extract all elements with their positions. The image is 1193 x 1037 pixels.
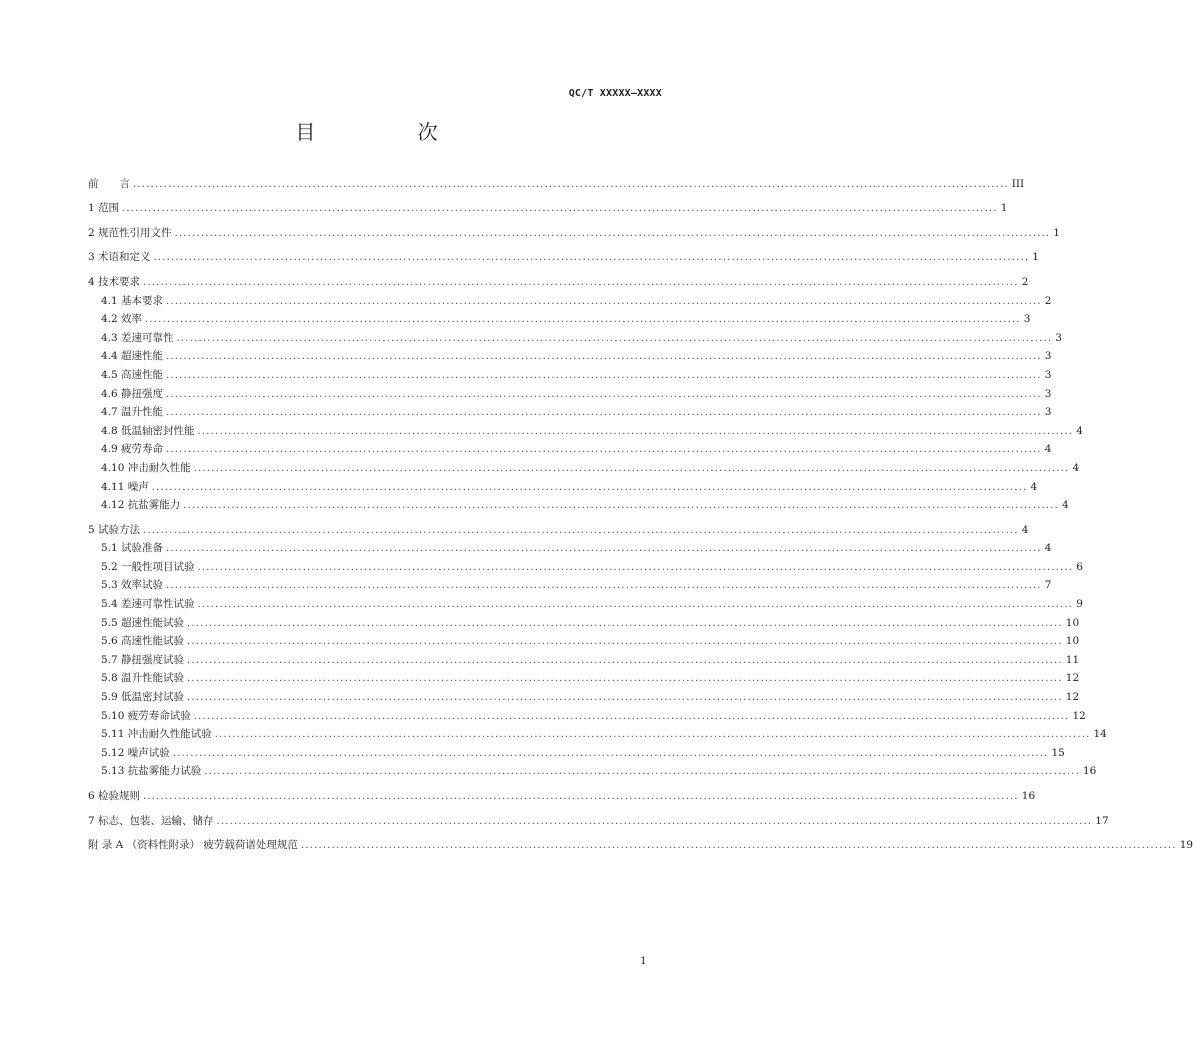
dot-leader: ........................................................................................................................................................................................................ [197,561,1074,573]
dot-leader: ........................................................................................................................................................................................................ [214,729,1091,741]
toc-entry[interactable] [88,382,1052,401]
toc-entry-label: 5.13 抗盐雾能力试验 [101,765,202,778]
toc-entry-page: 3 [1023,313,1031,326]
dot-leader: ........................................................................................................................................................................................................ [187,692,1063,704]
dot-leader: ........................................................................................................................................................................................................ [143,276,1019,288]
toc-entry-page: 1 [1053,226,1060,239]
toc-entry[interactable] [88,221,1060,240]
toc-entry-page: 4 [1061,499,1069,512]
dot-leader: ........................................................................................................................................................................................................ [166,295,1042,307]
toc-entry[interactable] [88,494,1069,513]
dot-leader: ........................................................................................................................................................................................................ [172,747,1049,759]
dot-leader: ........................................................................................................................................................................................................ [187,673,1063,685]
dot-leader: ........................................................................................................................................................................................................ [166,543,1042,555]
toc-entry-page: 16 [1082,765,1097,778]
toc-entry-label: 5.1 试验准备 [101,542,164,555]
dot-leader: ........................................................................................................................................................................................................ [193,710,1070,722]
toc-entry-page: 12 [1072,709,1086,722]
toc-entry-label: 5.10 疲劳寿命试验 [101,709,191,722]
toc-entry[interactable] [88,401,1052,420]
toc-entry-label: 4.5 高速性能 [101,368,164,381]
toc-entry-page: 9 [1076,598,1083,611]
toc-entry-label: 5.12 噪声试验 [101,746,170,759]
toc-entry-label: 5.6 高速性能试验 [101,635,185,648]
toc-entry-label: 5.9 低温密封试验 [101,691,185,704]
toc-entry[interactable] [88,630,1080,649]
toc-entry-page: 3 [1044,406,1052,419]
toc-entry[interactable] [88,685,1080,704]
toc-entry-label: 5.2 一般性项目试验 [101,560,195,573]
toc-entry-page: 3 [1044,368,1052,381]
toc-entry-label: 3 术语和定义 [88,251,151,264]
dot-leader: ........................................................................................................................................................................................................ [216,815,1093,827]
toc-entry-label: 1 范围 [88,202,120,215]
toc-entry-page: 1 [1000,202,1008,215]
dot-leader: ........................................................................................................................................................................................................ [176,332,1053,344]
toc-entry-label: 附 录 A （资料性附录） 疲劳载荷谱处理规范 [88,839,298,852]
toc-entry[interactable] [88,611,1080,630]
page-title: 目 次 [295,120,486,144]
toc-entry-page: 4 [1072,461,1080,474]
toc-entry-label: 5.3 效率试验 [101,579,164,592]
toc-entry-label: 前 言 [88,177,130,190]
toc-entry-label: 4.10 冲击耐久性能 [101,461,191,474]
table-of-contents [88,172,1193,852]
dot-leader: ........................................................................................................................................................................................................ [153,252,1030,264]
toc-entry-page: 3 [1044,387,1052,400]
dot-leader: ........................................................................................................................................................................................................ [166,351,1042,363]
toc-entry-label: 4.9 疲劳寿命 [101,443,164,456]
toc-entry-label: 6 检验规则 [88,790,141,802]
toc-entry-label: 4.4 超速性能 [101,350,164,363]
dot-leader: ........................................................................................................................................................................................................ [166,388,1042,400]
toc-entry[interactable] [88,419,1083,438]
toc-entry-page: 1 [1032,251,1039,264]
toc-entry-page: 6 [1076,560,1083,573]
dot-leader: ........................................................................................................................................................................................................ [133,178,1009,190]
toc-entry[interactable] [88,308,1031,327]
toc-entry-page: 10 [1065,616,1080,629]
dot-leader: ........................................................................................................................................................................................................ [300,840,1177,852]
toc-entry[interactable] [88,834,1193,853]
toc-entry-page: 16 [1021,790,1036,802]
dot-leader: ........................................................................................................................................................................................................ [193,462,1070,474]
toc-entry-label: 5.7 静扭强度试验 [101,653,185,666]
dot-leader: ........................................................................................................................................................................................................ [187,654,1063,666]
toc-entry-label: 7 标志、包装、运输、储存 [88,814,214,827]
toc-entry[interactable] [88,648,1080,667]
toc-entry[interactable] [88,704,1086,723]
toc-entry-label: 4.3 差速可靠性 [101,331,174,344]
toc-entry-page: 10 [1065,635,1080,648]
toc-entry[interactable] [88,809,1109,828]
dot-leader: ........................................................................................................................................................................................................ [187,636,1063,648]
toc-entry-label: 4.6 静扭强度 [101,387,164,400]
toc-entry-page: 4 [1030,480,1038,493]
toc-entry-page: 2 [1044,294,1052,307]
dot-leader: ........................................................................................................................................................................................................ [197,425,1074,437]
toc-entry-label: 5.8 温升性能试验 [101,672,185,685]
toc-entry[interactable] [88,667,1080,686]
toc-entry[interactable] [88,172,1025,191]
dot-leader: ........................................................................................................................................................................................................ [183,500,1059,512]
toc-entry-label: 5.5 超速性能试验 [101,616,185,629]
toc-entry-page: 4 [1044,542,1052,555]
toc-entry-page: 15 [1051,746,1065,759]
dot-leader: ........................................................................................................................................................................................................ [204,766,1080,778]
dot-leader: ........................................................................................................................................................................................................ [166,580,1042,592]
toc-entry[interactable] [88,518,1029,537]
standard-code: QC/T XXXXX—XXXX [568,88,662,99]
dot-leader: ........................................................................................................................................................................................................ [166,369,1042,381]
toc-entry[interactable] [88,246,1039,265]
toc-entry[interactable] [88,760,1097,779]
toc-entry-page: 2 [1021,275,1029,288]
toc-entry-label: 4.11 噪声 [101,480,149,493]
toc-entry-label: 5.11 冲击耐久性能试验 [101,728,212,741]
toc-entry[interactable] [88,574,1052,593]
toc-entry[interactable] [88,475,1038,494]
toc-entry[interactable] [88,723,1107,742]
toc-entry-page: 4 [1044,443,1052,456]
dot-leader: ........................................................................................................................................................................................................ [174,227,1051,239]
toc-entry[interactable] [88,741,1065,760]
toc-entry-page: III [1011,177,1025,190]
toc-entry-page: 19 [1179,839,1193,852]
dot-leader: ........................................................................................................................................................................................................ [145,314,1021,326]
toc-entry[interactable] [88,289,1052,308]
toc-entry[interactable] [88,555,1083,574]
toc-entry-label: 4.1 基本要求 [101,294,164,307]
toc-entry-page: 3 [1044,350,1052,363]
toc-entry-page: 11 [1065,653,1080,666]
toc-entry-page: 12 [1065,672,1080,685]
toc-entry[interactable] [88,456,1080,475]
toc-entry[interactable] [88,537,1052,556]
dot-leader: ........................................................................................................................................................................................................ [151,481,1028,493]
toc-entry-page: 14 [1093,728,1107,741]
toc-entry[interactable] [88,438,1052,457]
toc-entry-label: 4.12 抗盐雾能力 [101,499,181,512]
toc-entry-label: 2 规范性引用文件 [88,226,172,239]
toc-entry-page: 17 [1095,814,1109,827]
toc-entry-page: 4 [1076,424,1083,437]
toc-entry-label: 4.2 效率 [101,313,143,326]
toc-entry[interactable] [88,326,1062,345]
toc-entry[interactable] [88,784,1036,803]
toc-entry-page: 4 [1021,523,1029,536]
dot-leader: ........................................................................................................................................................................................................ [143,791,1019,802]
toc-entry[interactable] [88,592,1083,611]
toc-entry-label: 4.7 温升性能 [101,406,164,419]
toc-entry-page: 3 [1055,331,1062,344]
toc-entry-label: 4 技术要求 [88,275,141,288]
toc-entry-page: 7 [1044,579,1052,592]
dot-leader: ........................................................................................................................................................................................................ [166,407,1042,419]
toc-entry-label: 4.8 低温轴密封性能 [101,424,195,437]
dot-leader: ........................................................................................................................................................................................................ [166,444,1042,456]
toc-entry-label: 5.4 差速可靠性试验 [101,598,195,611]
dot-leader: ........................................................................................................................................................................................................ [187,617,1063,629]
dot-leader: ........................................................................................................................................................................................................ [122,203,998,215]
dot-leader: ........................................................................................................................................................................................................ [143,524,1019,536]
page-number: 1 [640,955,647,967]
toc-entry[interactable] [88,197,1008,216]
toc-entry-page: 12 [1065,691,1080,704]
dot-leader: ........................................................................................................................................................................................................ [197,599,1074,611]
toc-entry[interactable] [88,270,1029,289]
toc-entry[interactable] [88,363,1052,382]
toc-entry-label: 5 试验方法 [88,523,141,536]
toc-entry[interactable] [88,345,1052,364]
